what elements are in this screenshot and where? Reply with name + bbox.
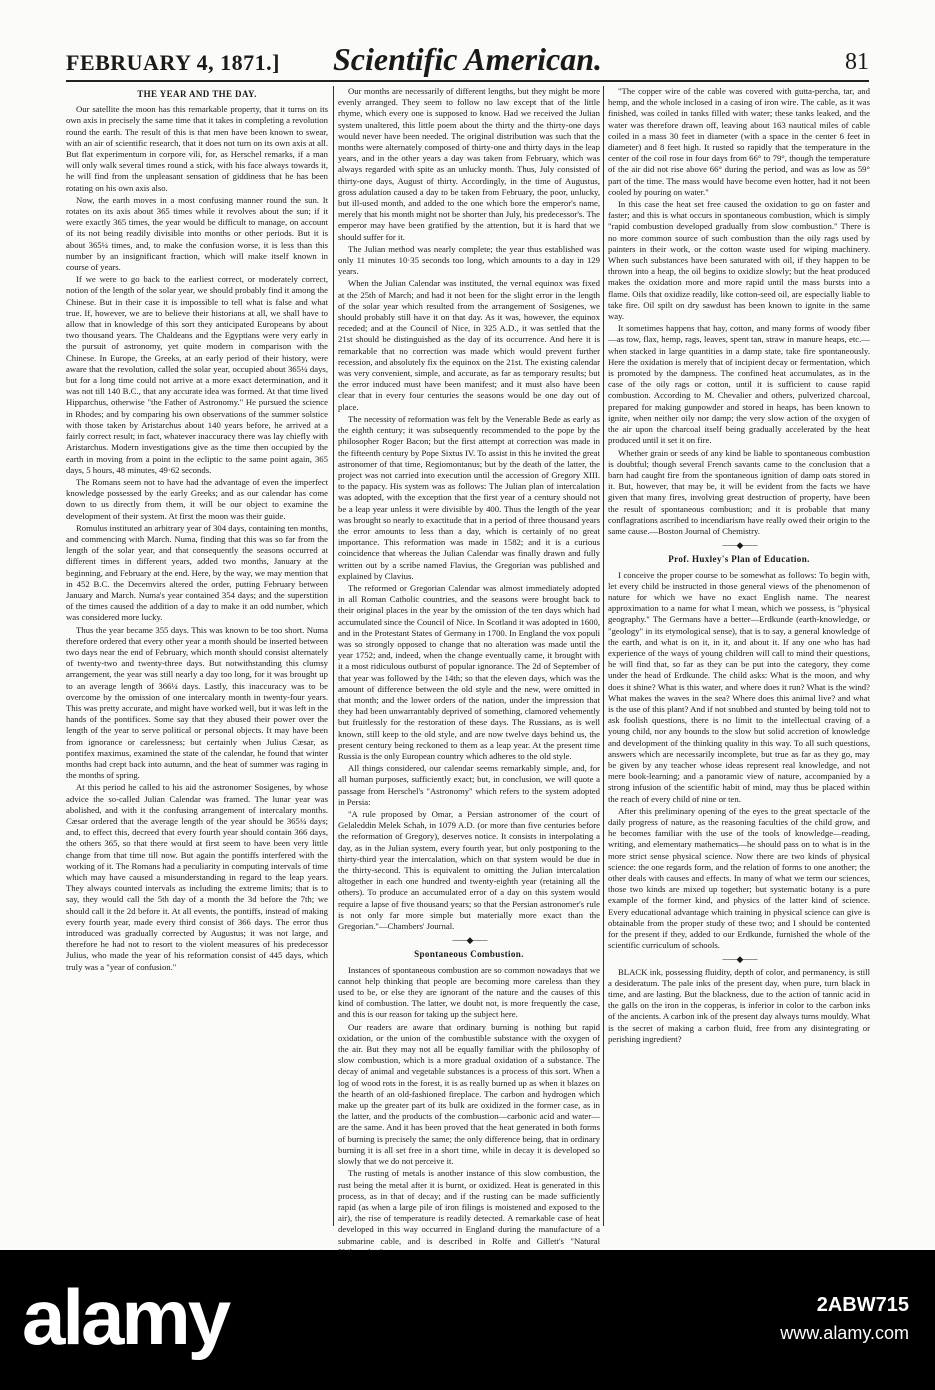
paragraph: It sometimes happens that hay, cotton, and many forms of woody fiber—as tow, flax, hemp, rags, leaves, spent tan, straw in manure heaps, etc.—when stacked in large quantities in a damp state, take fire spontaneously. Here the oxidation is merely that of incipient decay or fermentation, which is promoted by the dampness. The confined heat accumulates, as in the case of the oily rags or cotton, until it is sufficient to cause rapid combustion. According to M. Chevalier and others, pulverized charcoal, prepared for making gunpowder and stored in heaps, has been known to ignite, when neither oily nor damp; the very slow action of the oxygen of the air upon the charcoal itself being gradually accelerated by the heat produced until it set it on fire. bbox=[608, 323, 870, 446]
column-2 bbox=[338, 86, 600, 1246]
paragraph: "A rule proposed by Omar, a Persian astronomer of the court of Gelaleddin Melek Schah, in 1079 A.D. (or more than five centuries before the reformation of Gregory), deserves notice. It consists in interpolating a day, as in the Julian system, every fourth year, but only postponing to the thirty-third year the intercalation, which on that system would be due in the thirty-second. This is equivalent to omitting the Julian intercalation altogether in each one hundred and twenty-eighth year (retaining all the others). To produce an accumulated error of a day on this system would require a lapse of five thousand years; so that the Persian astronomer's rule is not only far more simple but materially more exact than the Gregorian."—Chambers' Journal. bbox=[338, 809, 600, 932]
alamy-logo: alamy bbox=[22, 1273, 229, 1361]
issue-date: FEBRUARY 4, 1871.] bbox=[66, 50, 280, 75]
section-separator: ——◆—— bbox=[722, 954, 756, 965]
paragraph: If we were to go back to the earliest correct, or moderately correct, notion of the length of the solar year, we should probably find it among the Chinese. But in their case it is impossible to tell what is false and what true. If, however, we are to believe their historians at all, we shall have to allow that in knowledge of this sort they anticipated Europeans by about two thousand years. The Chaldeans and the Egyptians were very early in the pursuit of astronomy, yet quite modern in comparison with the Chinese. In Europe, the Greeks, at an early period of their history, were aware that the revolution, called the solar year, occupied about 365¼ days, but for a long time could not arrive at a more exact determination, and it was not till 140 B.C., that any accurate idea was formed. At that time lived Hipparchus, otherwise "the Father of Astronomy." He pursued the science in Rhodes; and by comparing his own observations of the summer solstice with those taken by Aristarchus about 140 years before, he arrived at a fairly correct result; in fact, whatever inaccuracy there was lay chiefly with Aristarchus. Modern investigations give as the time then occupied by the earth in moving from a point in the ecliptic to the same point again, 365 days, 5 hours, 48 minutes, 49·62 seconds. bbox=[66, 274, 328, 475]
paragraph: In this case the heat set free caused the oxidation to go on faster and faster; and this is what occurs in spontaneous combustion, which is simply "rapid combustion developed gradually from slow combustion." There is no more common source of such combustion than the oily rags used by painters in their work, or the cotton waste used for wiping machinery. When such substances have been saturated with oil, if they happen to be thrown into a heap, the oil begins to oxidize slowly; but the heat produced makes the oxidation more and more rapid until the mass bursts into a flame. Oils that oxidize readily, like cotton-seed oil, are especially liable to take fire. Oil spilt on dry sawdust has been known to ignite in the same way. bbox=[608, 199, 870, 322]
paragraph: Now, the earth moves in a most confusing manner round the sun. It rotates on its axis about 365 times while it revolves about the sun; if it were exactly 365 times, the year would be difficult to manage, on account of its not being readily divisible into months or other periods. But it is about 365¼ times, and, to make the confusion worse, it is less than this number by an insignificant fraction, which will make itself known in course of years. bbox=[66, 194, 328, 273]
paragraph: Our months are necessarily of different lengths, but they might be more evenly arranged. They seem to follow no law except that of the little rhyme, which every one is supposed to know. Had we received the Julian system unaltered, this little poem about the thirty and the thirty-one days would never have been needed. The original distribution was such that the months were alternately composed of thirty-one and thirty days in the leap years, and in the other years a day was taken from February, which was always regarded with spite as an unlucky month. Thus, July consisted of thirty-one days, August of thirty. Accordingly, in the time of Augustus, gross adulation caused a day to be taken from February, the poor, unlucky, but ill-used month, and added to the one which bore the emperor's name, merely that his month might not be shorter than July, his predecessor's. The emperor may have been gratified by the attention, but it is hard that we should suffer for it. bbox=[338, 86, 600, 242]
column-rule bbox=[603, 86, 604, 1226]
article-heading-year: THE YEAR AND THE DAY. bbox=[137, 89, 257, 99]
paragraph: I conceive the proper course to be somewhat as follows: To begin with, let every child be instructed in those general views of the phenomenon of nature for which we have no exact English name. The nearest approximation to a name for what I mean, which we possess, is "physical geography." The Germans have a better—Erdkunde (earth-knowledge, or "geology" in its etymological sense), that is to say, a general knowledge of the earth, and what is on it, in it, and about it. If any one who has had experience of the ways of young children will call to mind their questions, he will find that, so far as they can be put into the category, they come under the head of Erdkunde. The child asks: What is the moon, and why does it shine? What is this water, and where does it run? What is the wind? What makes the waves in the sea? Where does this animal live? and what is the use of this plant? And if not snubbed and stunted by being told not to ask foolish questions, there is no limit to the intellectual craving of a young child, nor any bounds to the slow but solid accretion of knowledge and development of the thinking quality in this way. To all such questions, answers which are necessarily incomplete, but true as far as they go, may be given by any teacher whose ideas represent real knowledge, and not mere book-learning; and a panoramic view of nature, accompanied by a strong infusion of the scientific habit of mind, may thus be placed within the reach of every child of nine or ten. bbox=[608, 569, 870, 804]
stock-watermark-bar bbox=[0, 1250, 935, 1390]
column-rule bbox=[333, 86, 334, 1226]
watermark-info bbox=[780, 1294, 909, 1344]
paragraph: At this period he called to his aid the astronomer Sosigenes, by whose advice the so-called Julian Calendar was framed. The lunar year was abolished, and with it the confusing arrangement of intercalary months. Cæsar ordered that the average length of the year should be 365¼ days; and, to effect this, decreed that every fourth year should contain 366 days, the others 365, so that there would at first seem to have been very little change from that time till now. But again the pontiffs interfered with the working of it. The Romans had a peculiarity in computing intervals of time which may have caused a misunderstanding in regard to the leap years. They always counted intervals as including the extreme limits; that is to say, they would call the 5th day of a month the 3d before the 7th; we should call it the 2d before it. At all events, the pontiffs, instead of making every fourth year, made every third consist of 366 days. The error thus introduced was gradually corrected by Augustus; it was not large, and therefore he had not to resort to the violent measures of his predecessor Julius, who made the year of his reformation consist of 445 days, which truly was a "year of confusion." bbox=[66, 782, 328, 972]
paragraph: After this preliminary opening of the eyes to the great spectacle of the daily progress of nature, as the reasoning faculties of the child grow, and he becomes familiar with the use of the tools of knowledge—reading, writing, and elementary mathematics—he should pass on to what is in the more strict sense physical science. Now there are two kinds of physical science: the one regards form, and the relation of forms to one another; the other deals with causes and effects. In many of what we term our sciences, those two kinds are mixed up together; but systematic botany is a pure example of the former kind, and physics of the latter kind of science. Every educational advantage which training in physical science can give is obtainable from the proper study of these two; and I should be contented for the present if they, added to our Erdkunde, furnished the whole of the scientific curriculum of schools. bbox=[608, 805, 870, 951]
column-3 bbox=[608, 86, 870, 1226]
paragraph: Romulus instituted an arbitrary year of 304 days, containing ten months, and commencing with March. Numa, finding that this was so far from the length of the solar year, and that consequently the seasons occurred at different times in different years, added two months, January at the beginning, and February at the end. Here, by the way, we may mention that in 452 B.C. the Decemvirs altered the order, putting February between January and March. Numa's year contained 354 days; and the superstition of the times caused the addition of a day to make it an odd number, which was considered more lucky. bbox=[66, 522, 328, 623]
paragraph: The reformed or Gregorian Calendar was almost immediately adopted in all Roman Catholic countries, and the seasons were brought back to their original places in the year by the omission of the ten days which had accumulated since the Council of Nice. In Scotland it was adopted in 1600, and in the Protestant States of Germany in 1700. In England the vox populi was so strongly opposed to change that no alteration was made until the year 1752; and, indeed, when the change eventually came, it brought with it a most ridiculous outburst of popular ignorance. The 2d of September of that year was followed by the 14th; so that the eleven days, which was the amount of difference between the old style and the new, were omitted in that month; and the lower orders of the nation, under the impression that they had been unwarrantably deprived of something, clamored vehemently but fruitlessly for the restoration of these days. The Russians, as is well known, still keep to the old style, and are now twelve days behind us, the present century being reckoned to them as a leap year. At the present time Russia is the only European country which adheres to the old style. bbox=[338, 582, 600, 761]
paragraph: Our satellite the moon has this remarkable property, that it turns on its own axis in precisely the same time that it takes in completing a revolution round the earth. The result of this is that men have been known to swear, with an air of scientific research, that it does not turn on its own axis at all. But flat experimentum in corpore vili, for, as Herschel remarks, if a man will only walk several times round a stick, with his face always towards it, he will find from the unpleasant sensation of giddiness that he has been rotating on his own axis also. bbox=[66, 104, 328, 193]
paragraph: The necessity of reformation was felt by the Venerable Bede as early as the eighth century; it was subsequently recommended to the pope by the philosopher Roger Bacon; but the first attempt at correction was made in the fifteenth century by Pope Sixtus IV. To assist in this he invited the great astronomer of that time, Regiomontanus; but by the death of the latter, the project was not carried into execution until the accession of Gregory XIII. to the papacy. His system was as follows: The Julian plan of intercalation was adopted, with the exception that the first year of a century should not be a leap year unless it were divisible by 400. Thus the length of the year was brought so nearly to exactitude that in a period of three thousand years the error amounts to less than a day, which is certainly of no great importance. This reformation was made in 1582; and it is a curious coincidence that whereas the Julian Calendar was finally drawn and fully written out by a scribe named Flavius, the Gregorian was published and explained by Clavius. bbox=[338, 413, 600, 581]
paragraph: Instances of spontaneous combustion are so common nowadays that we cannot help thinking that people are becoming more careless than they used to be, or else they are ignorant of the nature and the causes of this kind of combustion. The latter, we doubt not, is more frequently the case, and this is our reason for taking up the subject here. bbox=[338, 964, 600, 1020]
paragraph: "The copper wire of the cable was covered with gutta-percha, tar, and hemp, and the whole inclosed in a casing of iron wire. The cable, as it was finished, was coiled in tanks filled with water; these tanks leaked, and the water was therefore drawn off, leaving about 163 nautical miles of cable coiled in a mass 30 feet in diameter (with a space in the center 6 feet in diameter) and 8 feet high. It rusted so rapidly that the temperature in the center of the coil rose in four days from 66° to 79°, though the temperature of the air did not rise above 66° during the period, and was as low as 59° part of the time. The mass would have become even hotter, had it not been cooled by pouring on water." bbox=[608, 86, 870, 197]
article-heading-combustion: Spontaneous Combustion. bbox=[414, 949, 524, 960]
section-separator: ——◆—— bbox=[722, 540, 756, 551]
page-header bbox=[66, 40, 869, 82]
column-1 bbox=[66, 86, 328, 1226]
watermark-site: www.alamy.com bbox=[780, 1323, 909, 1343]
paragraph: The rusting of metals is another instance of this slow combustion, the rust being the metal after it is burnt, or oxidized. Heat is generated in this process, as in that of decay; and if the rusting can be made sufficiently rapid (as when a large pile of iron filings is moistened and exposed to the air), the rise of temperature is readily detected. A remarkable case of heat developed in this way occurred in England during the manufacture of a submarine cable, and is described in Rolfe and Gillett's "Natural bbox=[338, 1168, 600, 1246]
paragraph: All things considered, our calendar seems remarkably simple, and, for all human purposes, sufficiently exact; but, in conclusion, we will quote a passage from Herschel's "Astronomy" which refers to the system adopted in Persia: bbox=[338, 763, 600, 807]
paragraph: BLACK ink, possessing fluidity, depth of color, and permanency, is still a desideratum. The pale inks of the present day, when pure, turn black in time, and are lasting. But the blackness, due to the action of tannic acid in the galls on the iron in the copperas, is inferior in color to the carbon inks of the ancients. A carbon ink of the present day always turns mouldy. What is the secret of making a carbon fluid, free from any disintegrating or perishing ingredient? bbox=[608, 966, 870, 1044]
masthead-title: Scientific American. bbox=[332, 41, 602, 77]
paragraph: The Romans seem not to have had the advantage of even the imperfect knowledge possessed by the early Greeks; and as our calendar has come down to us directly from them, it will be our object to examine the development of their system. At first the moon was their guide. bbox=[66, 476, 328, 521]
section-separator: ——◆—— bbox=[452, 935, 486, 946]
paragraph: Our readers are aware that ordinary burning is nothing but rapid oxidation, or the union of the combustible substance with the oxygen of the air. But they may not all be equally familiar with the philosophy of slow combustion, which is a more gradual oxidation of a substance. The decay of animal and vegetable substances is a process of this sort. When a log of wood rots in the forest, it is as really burned up as when it blazes on the hearth of an old-fashioned fireplace. The carbon and hydrogen which make up the greater part of its bulk are oxidized in the former case, as in the latter, and the products of the combustion—carbonic acid and water—are the same. And it has been proved that the heat generated in both forms of burning is precisely the same; the only difference being, that in ordinary burning it is all set free in a short time, while in decay it is developed so slowly that we do not perceive it. bbox=[338, 1021, 600, 1167]
paragraph: Thus the year became 355 days. This was known to be too short. Numa therefore ordered that every other year a month should be inserted between two days near the end of February, which month should consist alternately of twenty-two and twenty-three days. But notwithstanding this clumsy arrangement, the year was still nearly a day too long, for it was brought up to an average length of 366¼ days. Lastly, this inaccuracy was to be overcome by the omission of one intercalary month in twenty-four years. This was pretty accurate, and might have worked well, but it was left in the hands of the pontifices. Some say that they abused their power over the length of the year to serve political or personal objects. It may have been from ignorance or carelessness; but certainly when Julius Cæsar, as pontifex maximus, examined the state of the calendar, he found that winter months had crept back into autumn, and the heat of summer was raging in the months of spring. bbox=[66, 624, 328, 781]
paragraph: The Julian method was nearly complete; the year thus established was only 11 minutes 10·35 seconds too long, which amounts to a day in 129 years. bbox=[338, 243, 600, 277]
page-number: 81 bbox=[845, 49, 869, 75]
paragraph: When the Julian Calendar was instituted, the vernal equinox was fixed at the 25th of March; and had it not been for the slight error in the length of the solar year which resulted from the arrangement of Sosigenes, we should probably still have it on that day. As it was, however, the equinox receded; and at the Council of Nice, in 325 A.D., it was settled that the 21st should be distinguished as the day of its occurrence. And here it is remarkable that no correction was made which would prevent further recession, and absolutely fix the equinox on the 21st. The existing calendar was very convenient, simple, and accurate, as far as temporary results; but the error induced must have been manifest; and it must also have been clear that in every four centuries the seasons would be one day out of place. bbox=[338, 278, 600, 412]
article-heading-huxley: Prof. Huxley's Plan of Education. bbox=[668, 554, 810, 565]
image-id: 2ABW715 bbox=[816, 1294, 909, 1316]
paragraph: Whether grain or seeds of any kind be liable to spontaneous combustion is doubtful; though several French savants came to the conclusion that a barn had caught fire from the spontaneous ignition of damp oats stored in it. But, however, that may be, it will be evident from the facts we have given that many fires, involving great destruction of property, have been the result of spontaneous combustion; and it is probable that many conflagrations ascribed to incendiarism have really owed their origin to the same cause.—Boston Journal of Chemistry. bbox=[608, 447, 870, 536]
